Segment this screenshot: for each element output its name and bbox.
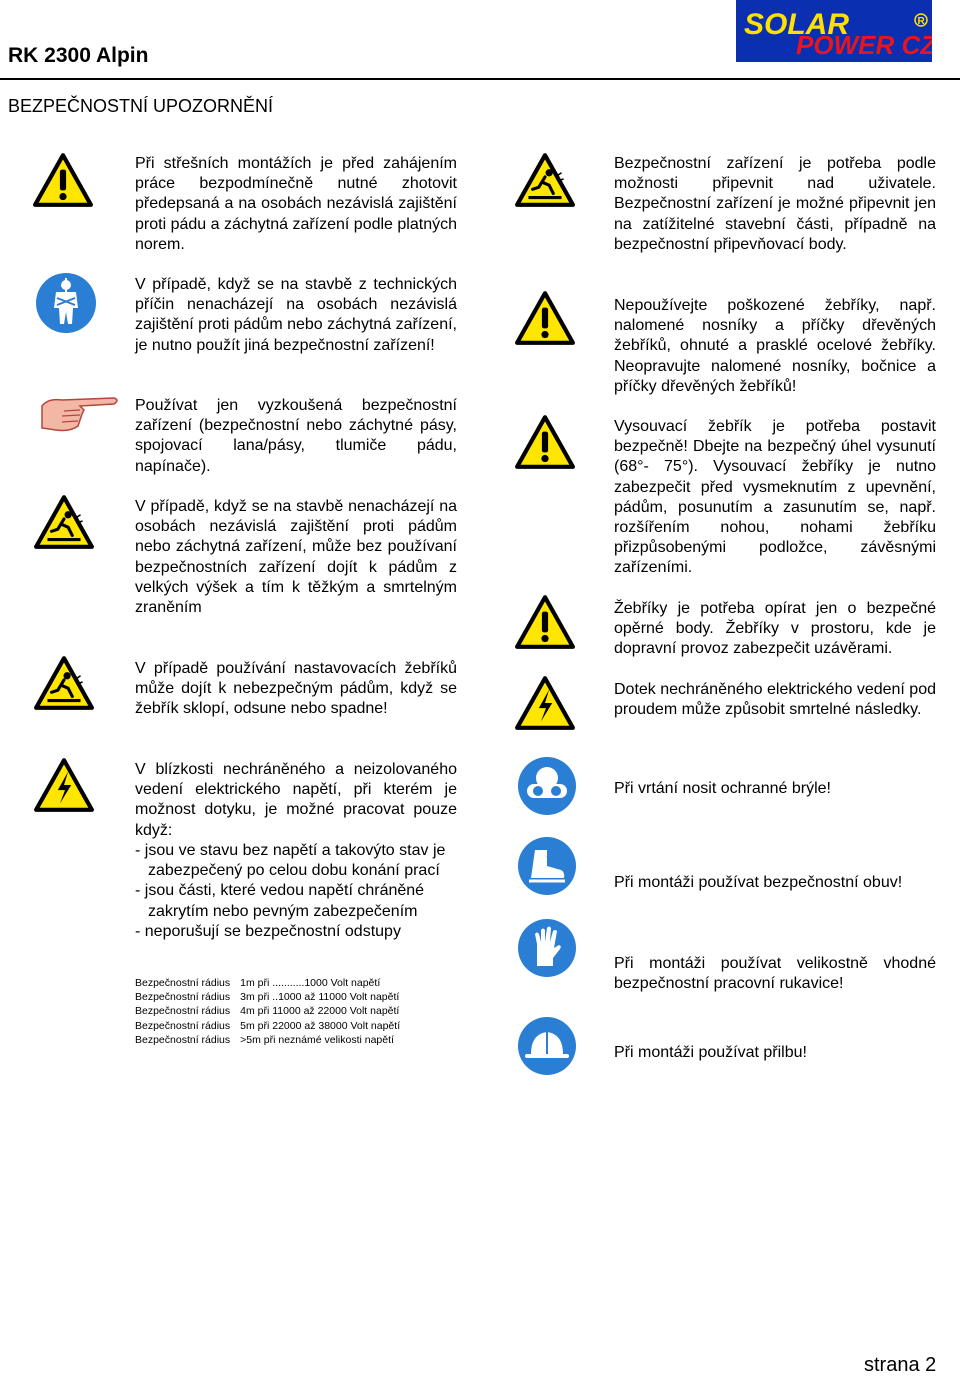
gloves-instruction: Při montáži používat velikostně vhodné bezpečnostní pracovní rukavice!	[614, 955, 936, 993]
general-warning-icon	[32, 152, 94, 208]
radius-value: 3m při ..1000 až 11000 Volt napětí	[240, 991, 400, 1004]
radius-label: Bezpečnostní rádius	[135, 1019, 231, 1032]
safety-radius-table	[135, 976, 400, 1047]
header-rule	[0, 78, 960, 80]
general-warning-icon	[514, 414, 576, 470]
general-warning-icon	[514, 290, 576, 346]
list-item: - jsou ve stavu bez napětí a takovýto stav je zabezpečený po celou dobu konání prací	[135, 842, 446, 880]
pointing-hand-icon	[40, 392, 120, 436]
radius-label: Bezpečnostní rádius	[135, 1033, 231, 1046]
extension-ladder-paragraph: Vysouvací žebřík je potřeba postavit bezpečně! Dbejte na bezpečný úhel vysunutí (68°- 75°). Vysouvací žebříky je nutno zabezpečit před vysmeknutím z upevnění, pádům, posunutím a zasunutím se, např. rozšířením nohou, nohami žebříku přizpůsobenými podložce, závěsnými zařízeními.	[614, 418, 936, 577]
table-row	[135, 1033, 400, 1047]
solar-power-logo	[736, 0, 932, 62]
safety-gloves-icon	[517, 918, 577, 978]
safety-harness-icon	[35, 272, 97, 334]
hard-hat-icon	[517, 1016, 577, 1076]
fall-protection-paragraph: Při střešních montážích je před zahájením práce bezpodmínečně nutné zhotovit předepsaná a na osobách nezávislá zajištění proti pádu a záchytná zařízení podle platných norem.	[135, 155, 457, 253]
table-row	[135, 976, 400, 990]
radius-label: Bezpečnostní rádius	[135, 991, 231, 1004]
electric-contact-paragraph: Dotek nechráněného elektrického vedení pod proudem může způsobit smrtelné následky.	[614, 681, 936, 719]
helmet-instruction: Při montáži používat přilbu!	[614, 1044, 807, 1061]
electrical-hazard-icon	[514, 675, 576, 731]
radius-value: >5m při neznámé velikosti napětí	[240, 1033, 394, 1046]
radius-label: Bezpečnostní rádius	[135, 1005, 231, 1018]
section-title: BEZPEČNOSTNÍ UPOZORNĚNÍ	[8, 96, 274, 116]
ladder-risk-paragraph: V případě používání nastavovacích žebříků může dojít k nebezpečným pádům, když se žebřík sklopí, odsune nebo spadne!	[135, 660, 457, 718]
electrical-lines-paragraph: V blízkosti nechráněného a neizolovaného vedení elektrického napětí, při kterém je možnost dotyku, je možné pracovat pouze když:	[135, 761, 457, 839]
radius-value: 1m při ...........1000 Volt napětí	[240, 977, 381, 989]
radius-label: Bezpečnostní rádius	[135, 977, 231, 989]
general-warning-icon	[514, 594, 576, 650]
document-title: RK 2300 Alpin	[8, 44, 149, 67]
alternative-safety-paragraph: V případě, když se na stavbě z technických příčin nenacházejí na osobách nezávislá zajištění proti pádům nebo záchytná zařízení, je nutno použít jiná bezpečnostní zařízení!	[135, 276, 457, 354]
goggles-instruction: Při vrtání nosit ochranné brýle!	[614, 780, 831, 797]
shoes-instruction: Při montáži používat bezpečnostní obuv!	[614, 874, 903, 891]
radius-value: 4m při 11000 až 22000 Volt napětí	[240, 1005, 400, 1018]
electrical-hazard-icon	[33, 757, 95, 813]
fall-hazard-warning-icon	[514, 152, 576, 208]
safety-shoes-icon	[517, 836, 577, 896]
svg-text:SOLAR: SOLAR	[744, 8, 849, 41]
svg-text:POWER CZ: POWER CZ	[796, 30, 932, 60]
electrical-conditions-list	[135, 841, 457, 942]
tested-equipment-paragraph: Používat jen vyzkoušená bezpečnostní zařízení (bezpečnostní nebo záchytné pásy, spojovací lana/pásy, tlumiče pádu, napínače).	[135, 397, 457, 475]
radius-value: 5m při 22000 až 38000 Volt napětí	[240, 1019, 401, 1032]
list-item: - jsou části, které vedou napětí chráněné zakrytím nebo pevným zabezpečením	[135, 882, 425, 920]
anchor-position-paragraph: Bezpečnostní zařízení je potřeba podle možnosti připevnit nad uživatele. Bezpečnostní zařízení je možné připevnit jen na zatížitelné stavební části, případně na bezpečnostní připevňovací body.	[614, 155, 936, 253]
page-number: strana 2	[864, 1354, 937, 1376]
ladder-fall-warning-icon	[33, 655, 95, 711]
table-row	[135, 990, 400, 1004]
fall-risk-paragraph: V případě, když se na stavbě nenacházejí na osobách nezávislá zajištění proti pádům nebo záchytná zařízení, může bez používaní bezpečnostních zařízení dojít k pádům z velkých výšek a tím k těžkým a smrtelným zraněním	[135, 498, 457, 617]
svg-text:R: R	[917, 16, 925, 27]
safety-goggles-icon	[517, 756, 577, 816]
table-row	[135, 1019, 400, 1033]
ladder-support-paragraph: Žebříky je potřeba opírat jen o bezpečné opěrné body. Žebříky v prostoru, kde je dopravní provoz zabezpečit uzávěrami.	[614, 600, 936, 658]
fall-hazard-warning-icon	[33, 494, 95, 550]
list-item: - neporušují se bezpečnostní odstupy	[135, 922, 401, 940]
table-row	[135, 1004, 400, 1018]
damaged-ladders-paragraph: Nepoužívejte poškozené žebříky, např. nalomené nosníky a příčky dřevěných žebříků, ohnuté a prasklé ocelové žebříky. Neopravujte nalomené nosníky, bočnice a příčky dřevěných žebříků!	[614, 297, 936, 395]
